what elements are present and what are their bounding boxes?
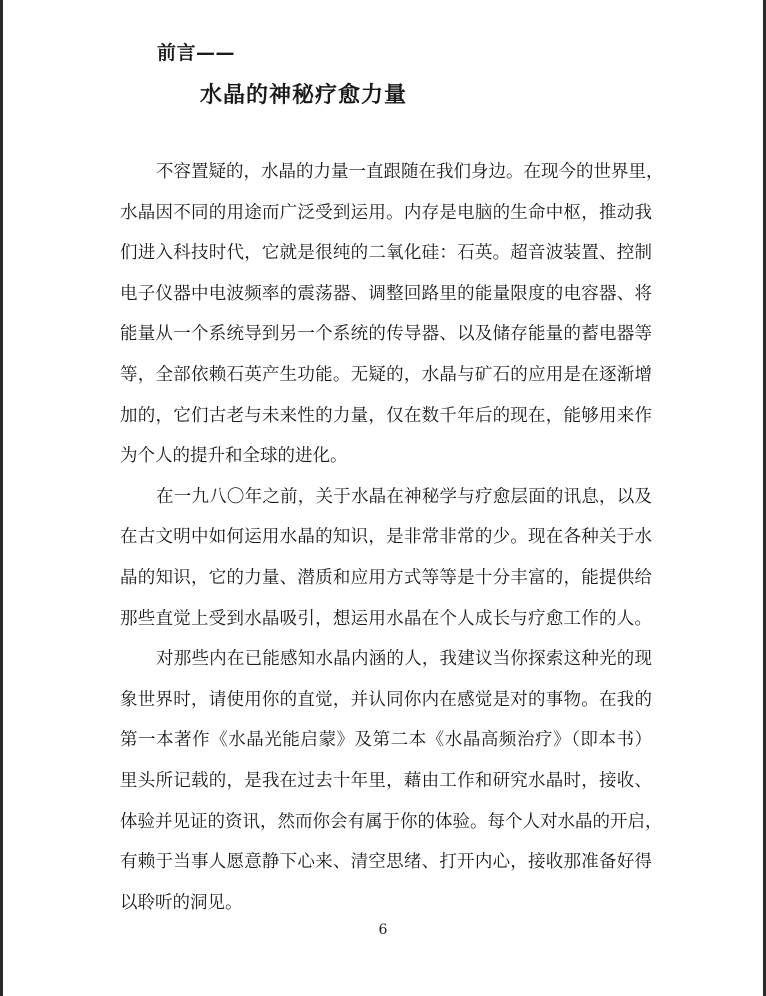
page-left-border [0,0,3,996]
paragraph-1-line: 加的，它们古老与未来性的力量，仅在数千年后的现在，能够用来作 [120,405,652,426]
paragraph-3-line: 第一本著作《水晶光能启蒙》及第二本《水晶高频治疗》（即本书） [120,730,652,751]
paragraph-3-line: 里头所记载的，是我在过去十年里，藉由工作和研究水晶时，接收、 [120,770,652,791]
paragraph-2-line: 在一九八〇年之前，关于水晶在神秘学与疗愈层面的讯息，以及 [156,486,652,507]
paragraph-2-line: 晶的知识，它的力量、潜质和应用方式等等是十分丰富的，能提供给 [120,567,652,588]
paragraph-3-line: 象世界时，请使用你的直觉，并认同你内在感觉是对的事物。在我的 [120,689,652,710]
paragraph-1-line: 等，全部依赖石英产生功能。无疑的，水晶与矿石的应用是在逐渐增 [120,364,652,385]
page-number: 6 [378,922,388,938]
paragraph-1-line: 水晶因不同的用途而广泛受到运用。内存是电脑的生命中枢，推动我 [120,202,652,223]
paragraph-3-line: 对那些内在已能感知水晶内涵的人，我建议当你探索这种光的现 [156,649,652,670]
paragraph-2-line: 那些直觉上受到水晶吸引，想运用水晶在个人成长与疗愈工作的人。 [120,608,652,629]
paragraph-1-line: 们进入科技时代，它就是很纯的二氧化硅：石英。超音波装置、控制 [120,243,652,264]
paragraph-1-line: 电子仪器中电波频率的震荡器、调整回路里的能量限度的电容器、将 [120,283,652,304]
body-text [120,152,664,923]
paragraph-3-line: 以聆听的洞见。 [120,892,243,913]
paragraph-1-line: 为个人的提升和全球的进化。 [120,446,348,467]
chapter-title: 水晶的神秘疗愈力量 [200,83,408,108]
paragraph-2-line: 在古文明中如何运用水晶的知识，是非常非常的少。现在各种关于水 [120,527,652,548]
paragraph-1-line: 能量从一个系统导到另一个系统的传导器、以及储存能量的蓄电器等 [120,324,652,345]
preface-label: 前言—— [157,42,236,64]
paragraph-3-line: 体验并见证的资讯，然而你会有属于你的体验。每个人对水晶的开启， [120,811,663,832]
paragraph-3-line: 有赖于当事人愿意静下心来、清空思绪、打开内心，接收那准备好得 [120,852,652,873]
paragraph-1-line: 不容置疑的，水晶的力量一直跟随在我们身边。在现今的世界里， [156,162,664,182]
